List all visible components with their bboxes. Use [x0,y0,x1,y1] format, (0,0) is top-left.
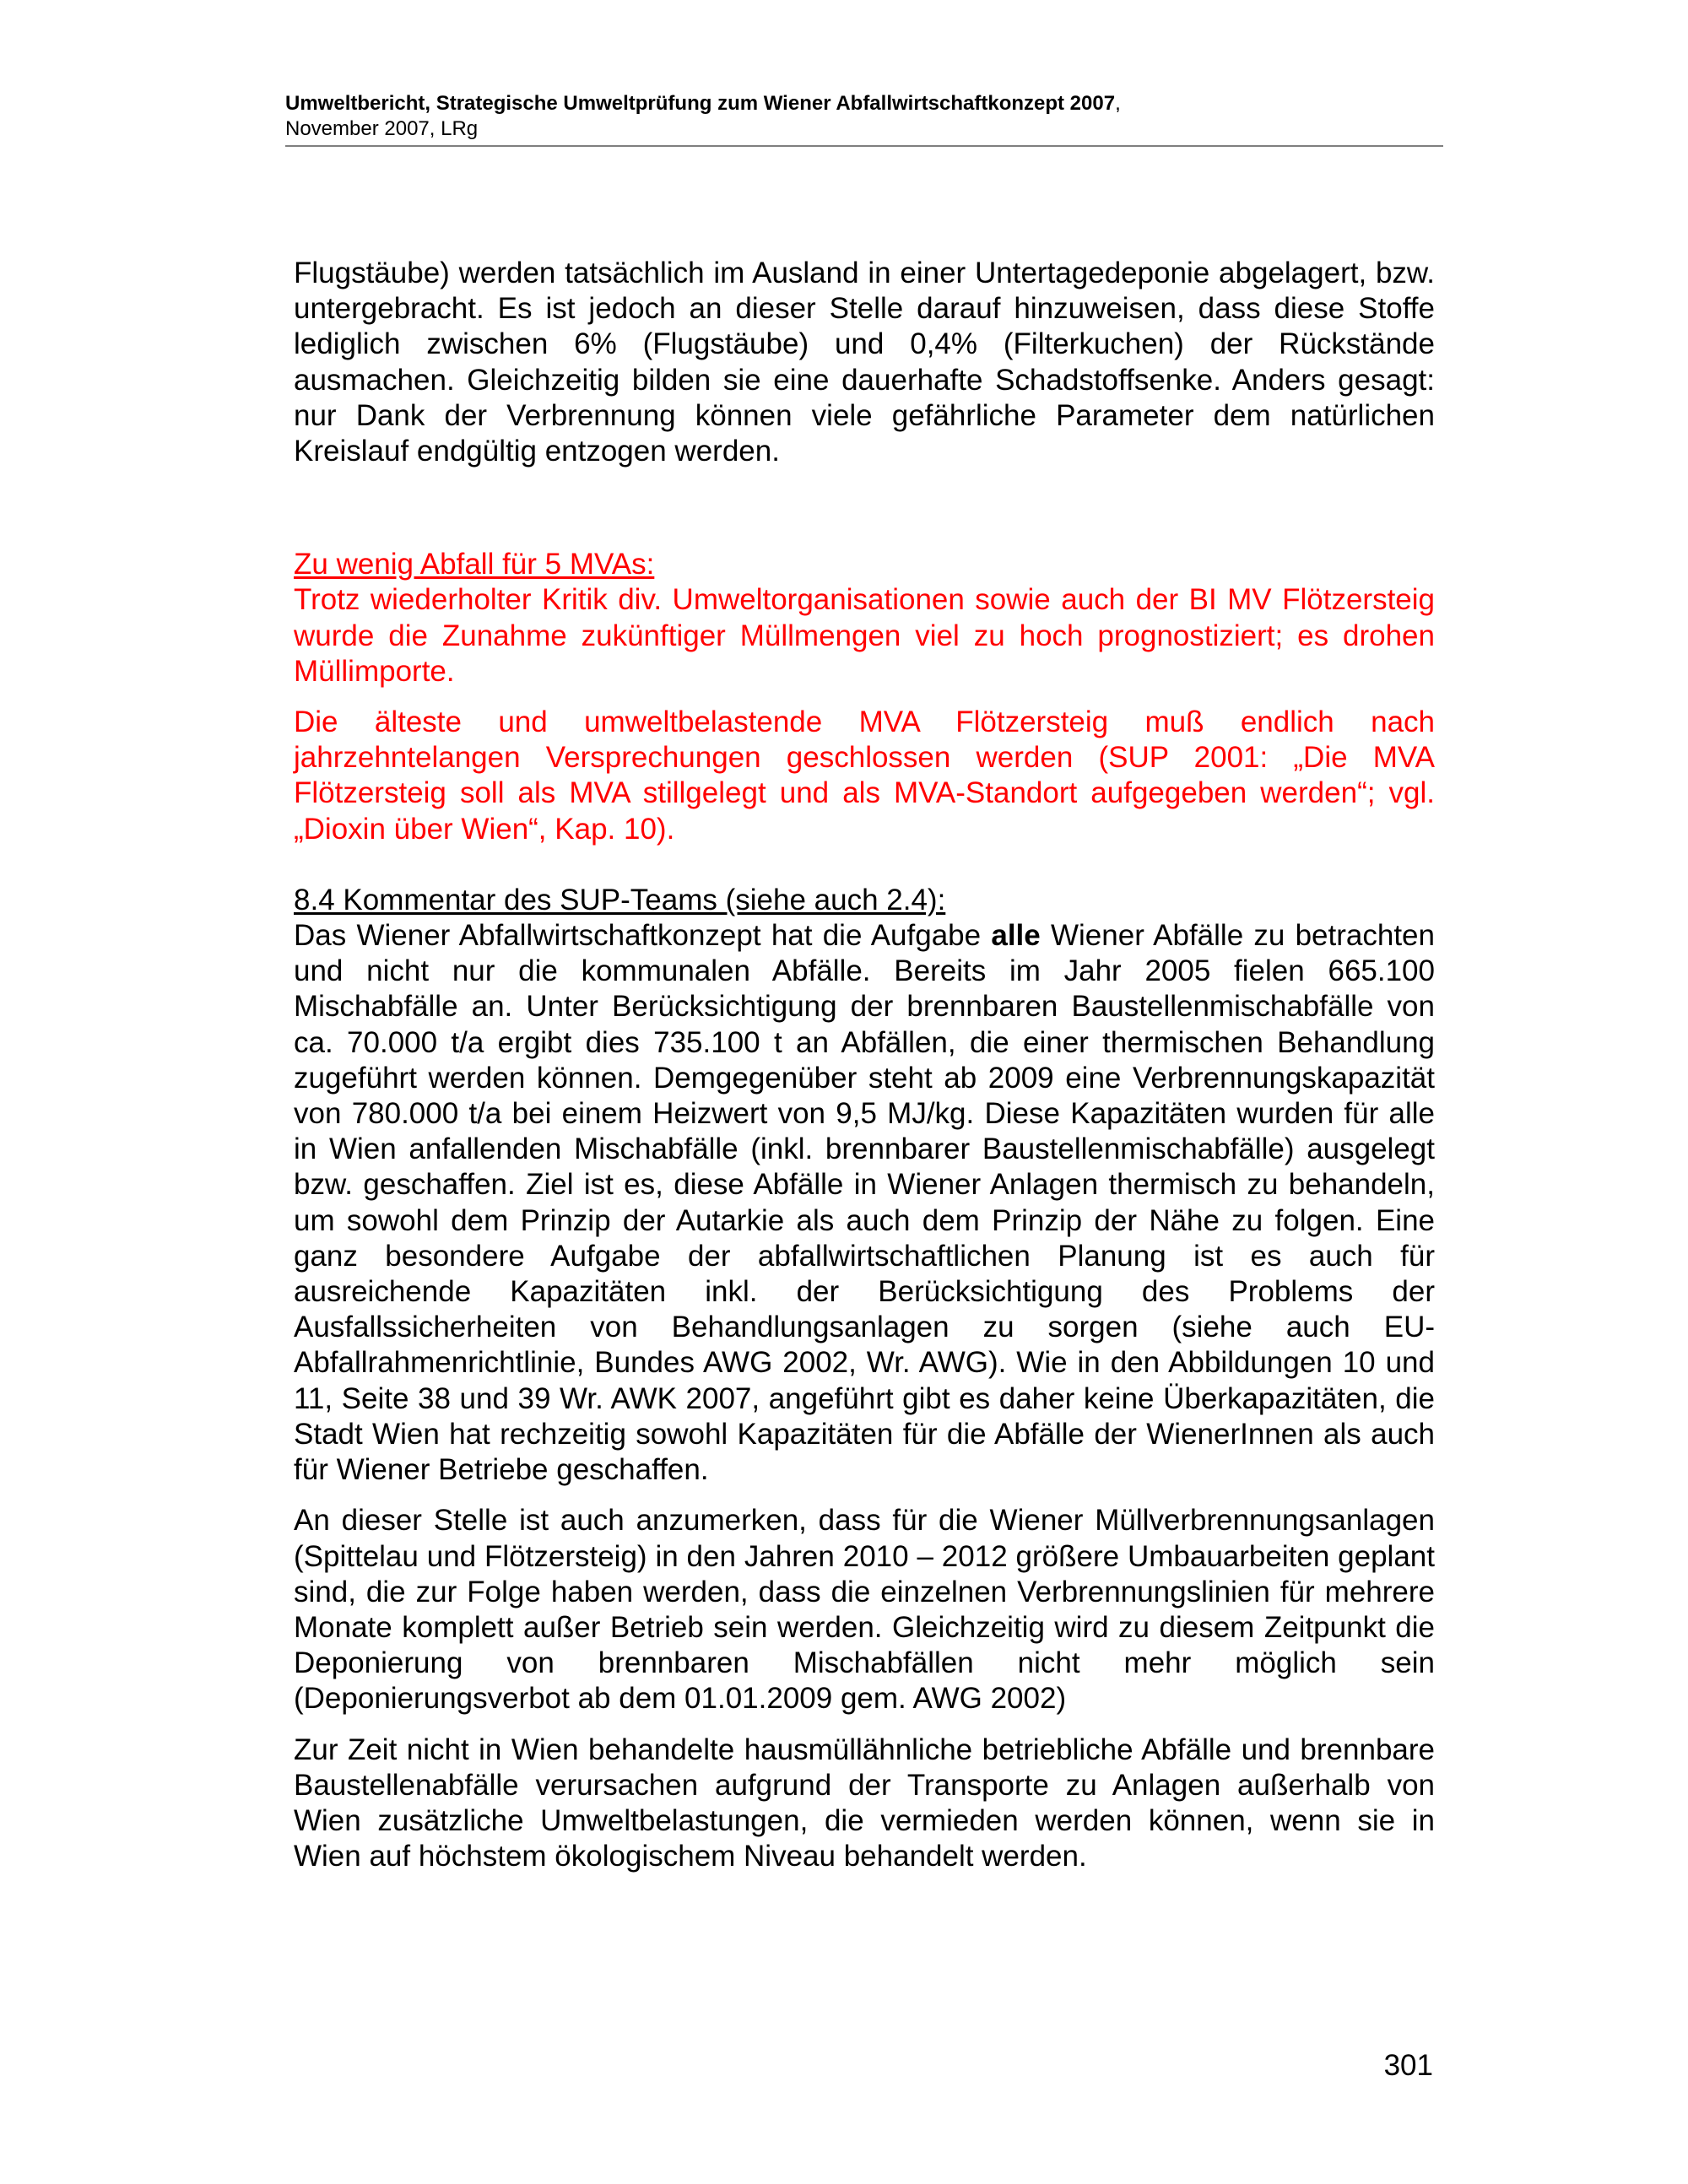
comment-p1-start: Das Wiener Abfallwirtschaftkonzept hat die Aufgabe [294,919,992,953]
comment-paragraph-2: An dieser Stelle ist auch anzumerken, dass für die Wiener Müllverbrennungsanlagen (Spittelau und Flötzersteig) in den Jahren 2010 – 2012 größere Umbauarbeiten geplant sind, die zur Folge haben werden, dass die einzelnen Verbrennungslinien für mehrere Monate komplett außer Betrieb sein werden. Gleichzeitig wird zu diesem Zeitpunkt die Deponierung von brennbaren Mischabfällen nicht mehr möglich sein (Deponierungsverbot ab dem 01.01.2009 gem. AWG 2002) [294,1504,1435,1716]
objection-section [294,547,1435,847]
page-body [294,256,1435,1874]
objection-heading: Zu wenig Abfall für 5 MVAs: [294,548,655,581]
page-number: 301 [1383,2049,1433,2082]
comment-heading: 8.4 Kommentar des SUP-Teams (siehe auch 2.4): [294,883,946,916]
comment-p1-bold: alle [991,919,1041,953]
running-header [285,91,1443,147]
comment-paragraph-3: Zur Zeit nicht in Wien behandelte hausmüllähnliche betriebliche Abfälle und brennbare Baustellenabfälle verursachen aufgrund der Transporte zu Anlagen außerhalb von Wien zusätzliche Umweltbelastungen, die vermieden werden können, wenn sie in Wien auf höchstem ökologischem Niveau behandelt werden. [294,1733,1435,1873]
comment-paragraph-1 [294,918,1435,1488]
objection-paragraph-1: Trotz wiederholter Kritik div. Umweltorganisationen sowie auch der BI MV Flötzersteig wurde die Zunahme zukünftiger Müllmengen viel zu hoch prognostiziert; es drohen Müllimporte. [294,583,1435,688]
comment-section [294,883,1435,1874]
header-subtitle: November 2007, LRg [285,117,479,140]
intro-paragraph: Flugstäube) werden tatsächlich im Ausland in einer Untertagedeponie abgelagert, bzw. untergebracht. Es ist jedoch an dieser Stelle darauf hinzuweisen, dass diese Stoffe lediglich zwischen 6% (Flugstäube) und 0,4% (Filterkuchen) der Rückstände ausmachen. Gleichzeitig bilden sie eine dauerhafte Schadstoffsenke. Anders gesagt: nur Dank der Verbrennung können viele gefährliche Parameter dem natürlichen Kreislauf endgültig entzogen werden. [294,257,1435,468]
header-title-line [285,91,1443,116]
header-title-suffix: , [1115,92,1121,115]
comment-p1-rest: Wiener Abfälle zu betrachten und nicht nur die kommunalen Abfälle. Bereits im Jahr 2005 fielen 665.100 Mischabfälle an. Unter Berücksichtigung der brennbaren Baustellenmischabfälle von ca. 70.000 t/a ergibt dies 735.100 t an Abfällen, die einer thermischen Behandlung zugeführt werden können. Demgegenüber steht ab 2009 eine Verbrennungskapazität von 780.000 t/a bei einem Heizwert von 9,5 MJ/kg. Diese Kapazitäten wurden für alle in Wien anfallenden Mischabfälle (inkl. brennbarer Baustellenmischabfälle) ausgelegt bzw. geschaffen. Ziel ist es, diese Abfälle in Wiener Anlagen thermisch zu behandeln, um sowohl dem Prinzip der Autarkie als auch dem Prinzip der Nähe zu folgen. Eine ganz besondere Aufgabe der abfallwirtschaftlichen Planung ist es auch für ausreichende Kapazitäten inkl. der Berücksichtigung des Problems der Ausfallssicherheiten von Behandlungsanlagen zu sorgen (siehe auch EU-Abfallrahmenrichtlinie, Bundes AWG 2002, Wr. AWG). Wie in den Abbildungen 10 und 11, Seite 38 und 39 Wr. AWK 2007, angeführt gibt es daher keine Überkapazitäten, die Stadt Wien hat rechzeitig sowohl Kapazitäten für die Abfälle der WienerInnen als auch für Wiener Betriebe geschaffen. [294,919,1435,1487]
objection-paragraph-2: Die älteste und umweltbelastende MVA Flötzersteig muß endlich nach jahrzehntelangen Versprechungen geschlossen werden (SUP 2001: „Die MVA Flötzersteig soll als MVA stillgelegt und als MVA-Standort aufgegeben werden“; vgl. „Dioxin über Wien“, Kap. 10). [294,705,1435,846]
header-title: Umweltbericht, Strategische Umweltprüfung zum Wiener Abfallwirtschaftkonzept 2007 [285,92,1116,115]
